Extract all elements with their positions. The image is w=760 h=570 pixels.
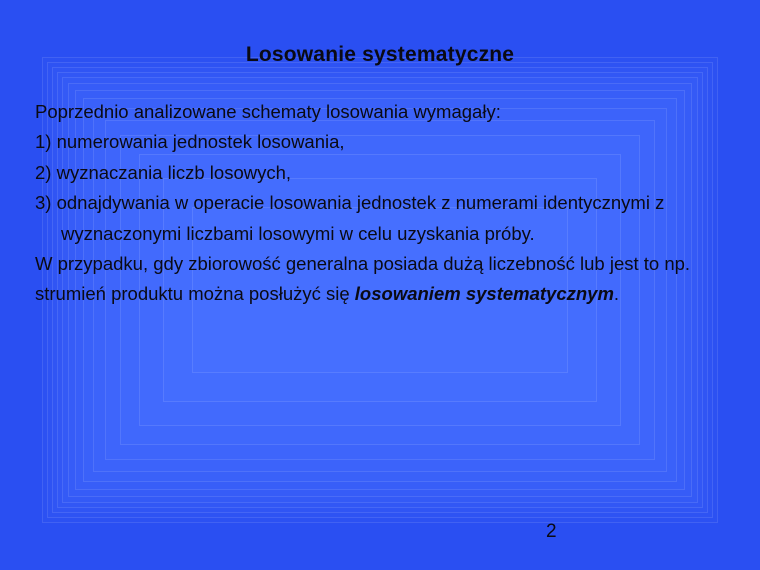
body-line-closing — [35, 279, 748, 309]
body-line-item-3-continuation: wyznaczonymi liczbami losowymi w celu uzyskania próby. — [61, 222, 535, 244]
closing-line-emphasis: losowaniem systematycznym — [354, 283, 614, 305]
body-line-item-2: 2) wyznaczania liczb losowych, — [35, 161, 292, 183]
page-number: 2 — [546, 521, 557, 542]
closing-line-suffix: . — [613, 283, 620, 305]
body-line-intro: Poprzednio analizowane schematy losowania wymagały: — [35, 101, 501, 122]
body-line-case: W przypadku, gdy zbiorowość generalna posiada dużą liczebność lub jest to np. — [35, 253, 691, 275]
closing-line-prefix: strumień produktu można posłużyć się — [35, 283, 355, 305]
slide-body — [35, 97, 748, 310]
body-line-item-1: 1) numerowania jednostek losowania, — [35, 131, 345, 153]
body-line-item-3: 3) odnajdywania w operacie losowania jednostek z numerami identycznymi z — [35, 192, 665, 214]
slide-title: Losowanie systematyczne — [245, 43, 515, 66]
